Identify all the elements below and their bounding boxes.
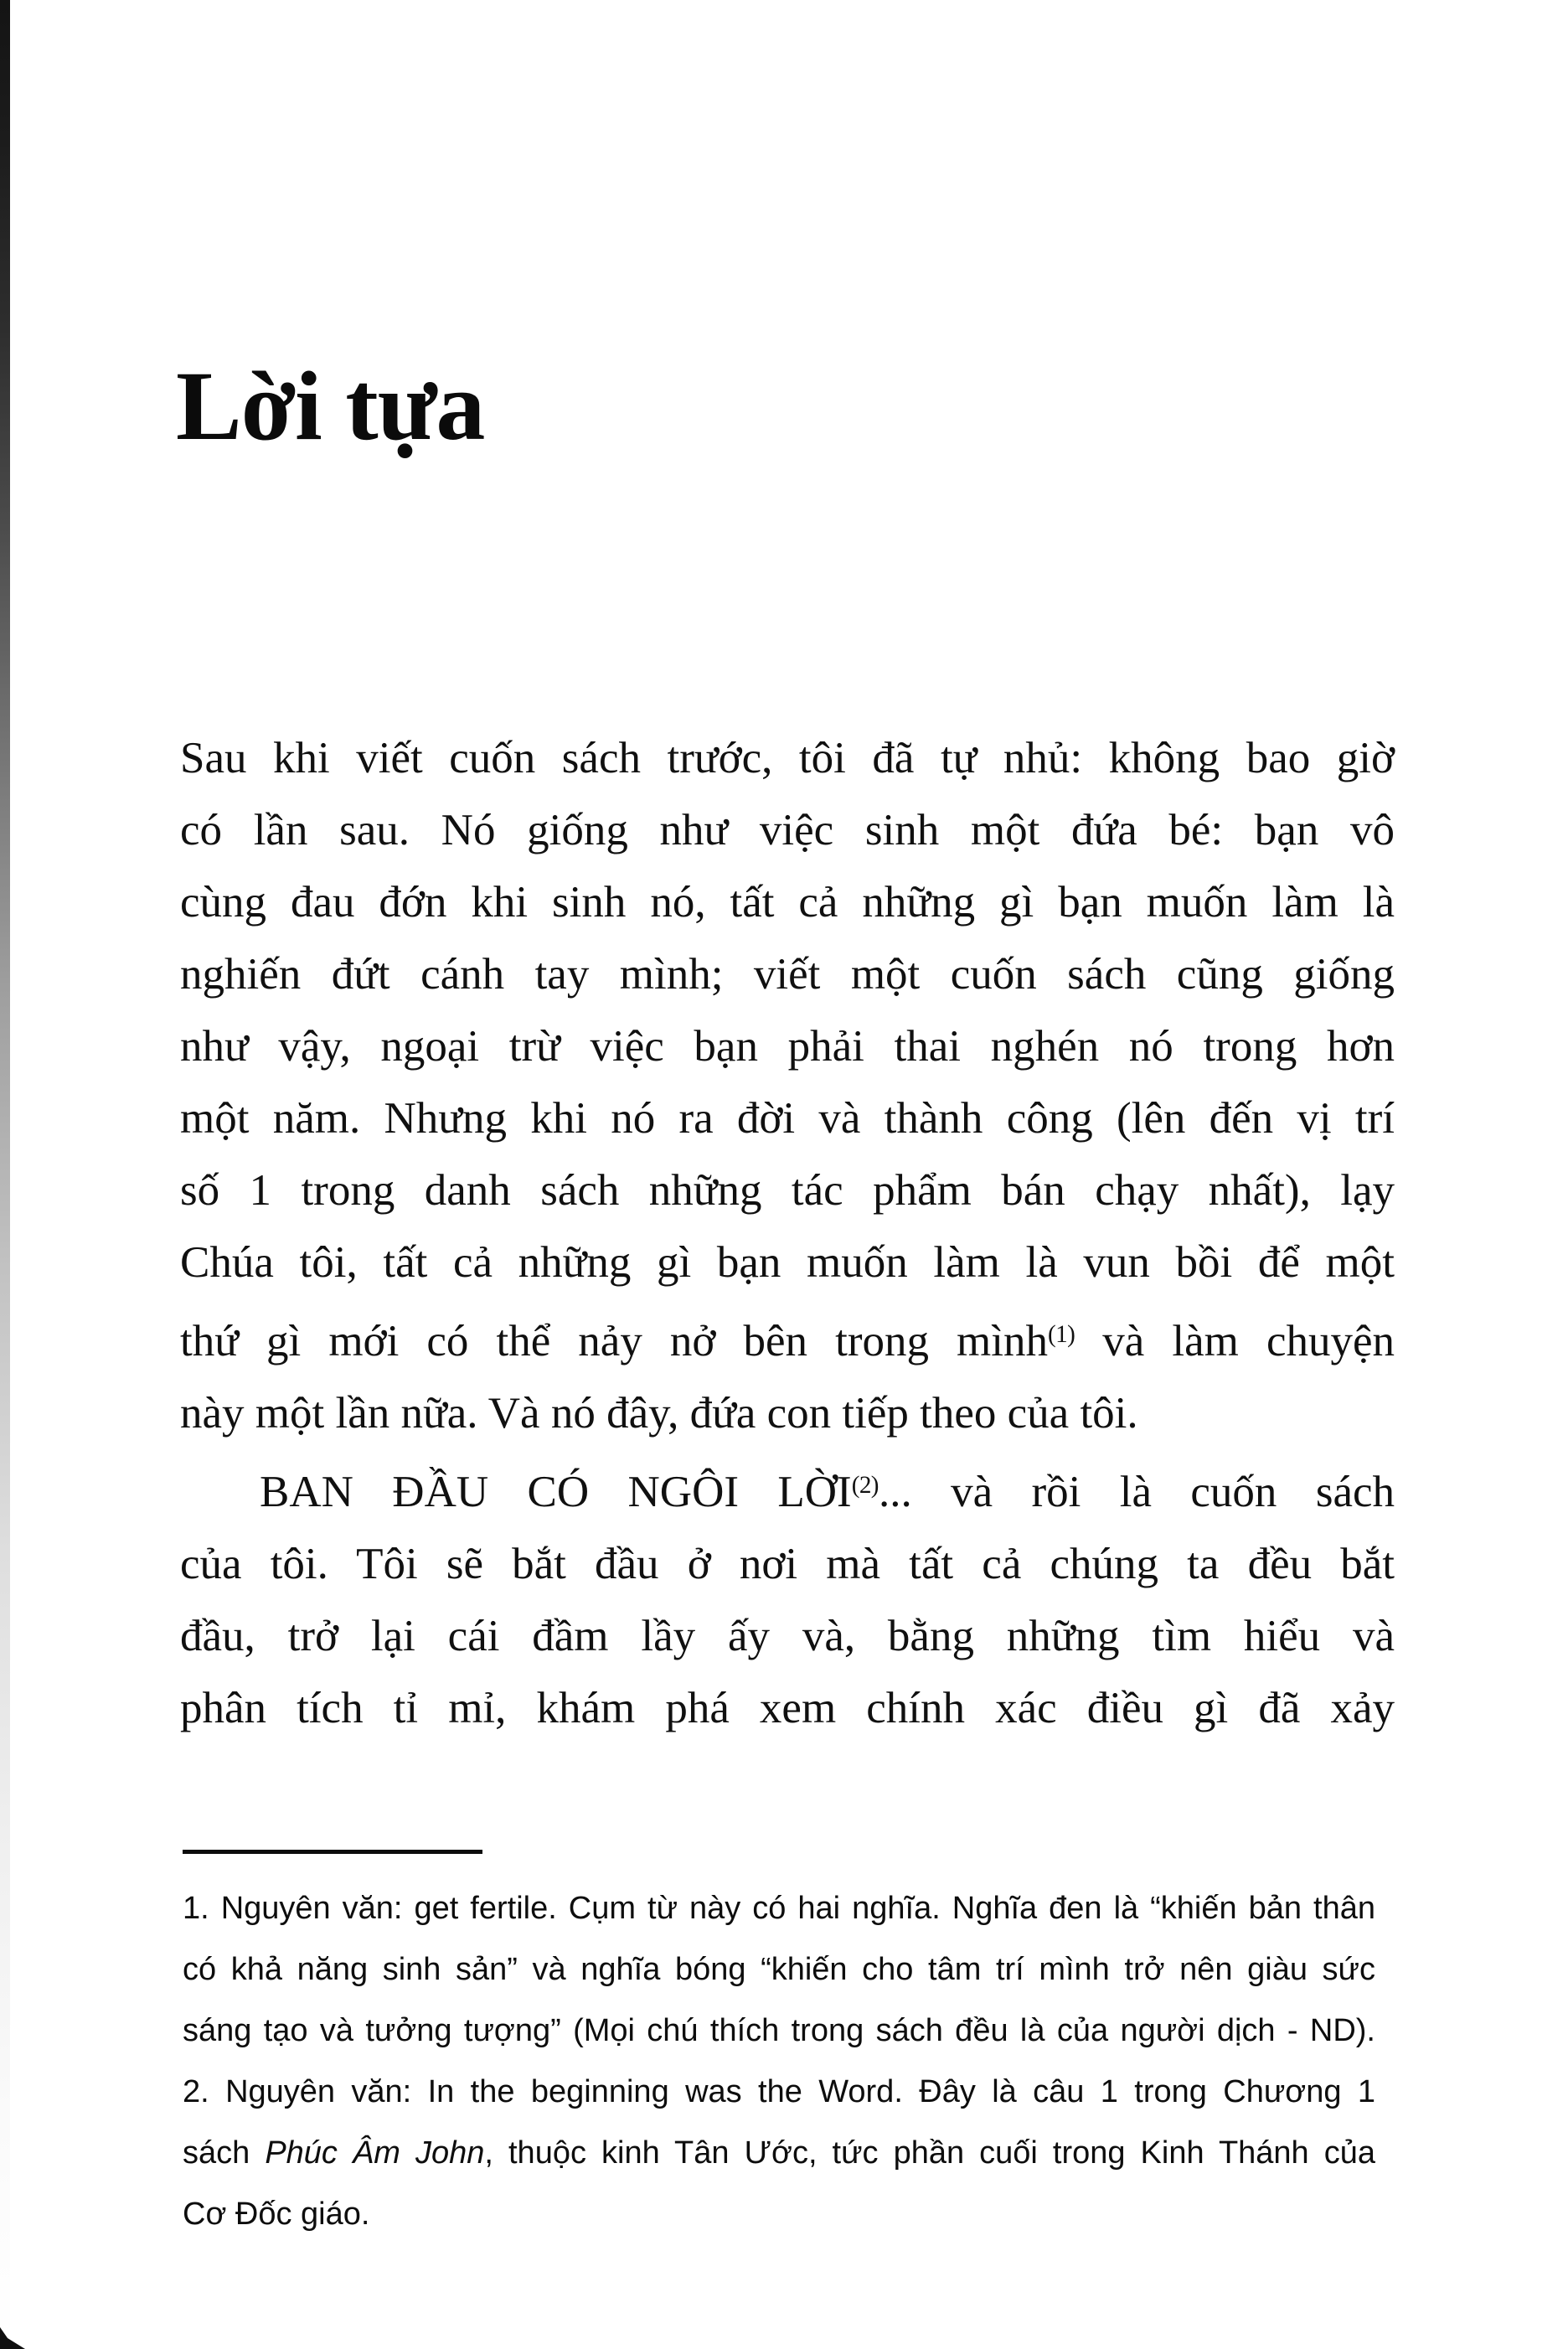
text-line: có khả năng sinh sản” và nghĩa bóng “khiến cho tâm trí mình trở nên giàu sức [183, 1952, 1375, 1987]
text-line: thứ gì mới có thể nảy nở bên trong mình$^{(1)}$ và làm chuyện [180, 1317, 1395, 1366]
text-line: này một lần nữa. Và nó đây, đứa con tiếp theo của tôi. [180, 1389, 1138, 1438]
footnotes [183, 1878, 1375, 2245]
text-line: sáng tạo và tưởng tượng” (Mọi chú thích trong sách đều là của người dịch - ND). [183, 2013, 1375, 2048]
text-line: Sau khi viết cuốn sách trước, tôi đã tự nhủ: không bao giờ [180, 734, 1395, 782]
text-line: Chúa tôi, tất cả những gì bạn muốn làm là vun bồi để một [180, 1238, 1395, 1287]
text-line: BAN ĐẦU CÓ NGÔI LỜI$^{(2)}$... và rồi là cuốn sách [260, 1468, 1395, 1517]
text-line: của tôi. Tôi sẽ bắt đầu ở nơi mà tất cả chúng ta đều bắt [180, 1540, 1395, 1589]
text-line: 2. Nguyên văn: In the beginning was the Word. Đây là câu 1 trong Chương 1 [183, 2074, 1375, 2109]
text-line: số 1 trong danh sách những tác phẩm bán chạy nhất), lạy [180, 1166, 1395, 1215]
text-line: nghiến đứt cánh tay mình; viết một cuốn sách cũng giống [180, 950, 1395, 999]
footnote-divider [183, 1850, 482, 1854]
text-line: đầu, trở lại cái đầm lầy ấy và, bằng những tìm hiểu và [180, 1612, 1395, 1661]
text-line: sách Phúc Âm John, thuộc kinh Tân Ước, tức phần cuối trong Kinh Thánh của [183, 2135, 1375, 2171]
text-line: cùng đau đớn khi sinh nó, tất cả những gì bạn muốn làm là [180, 878, 1395, 927]
text-line: một năm. Nhưng khi nó ra đời và thành công (lên đến vị trí [180, 1094, 1395, 1143]
text-line: như vậy, ngoại trừ việc bạn phải thai nghén nó trong hơn [180, 1022, 1395, 1071]
body-text [180, 722, 1395, 1744]
text-line: có lần sau. Nó giống như việc sinh một đứa bé: bạn vô [180, 806, 1395, 854]
text-line: phân tích tỉ mỉ, khám phá xem chính xác điều gì đã xảy [180, 1684, 1395, 1733]
text-line: 1. Nguyên văn: get fertile. Cụm từ này có hai nghĩa. Nghĩa đen là “khiến bản thân [183, 1891, 1375, 1926]
book-binding-shadow [0, 0, 10, 2349]
page-title: Lời tựa [176, 351, 485, 461]
text-line: Cơ Đốc giáo. [183, 2197, 370, 2232]
